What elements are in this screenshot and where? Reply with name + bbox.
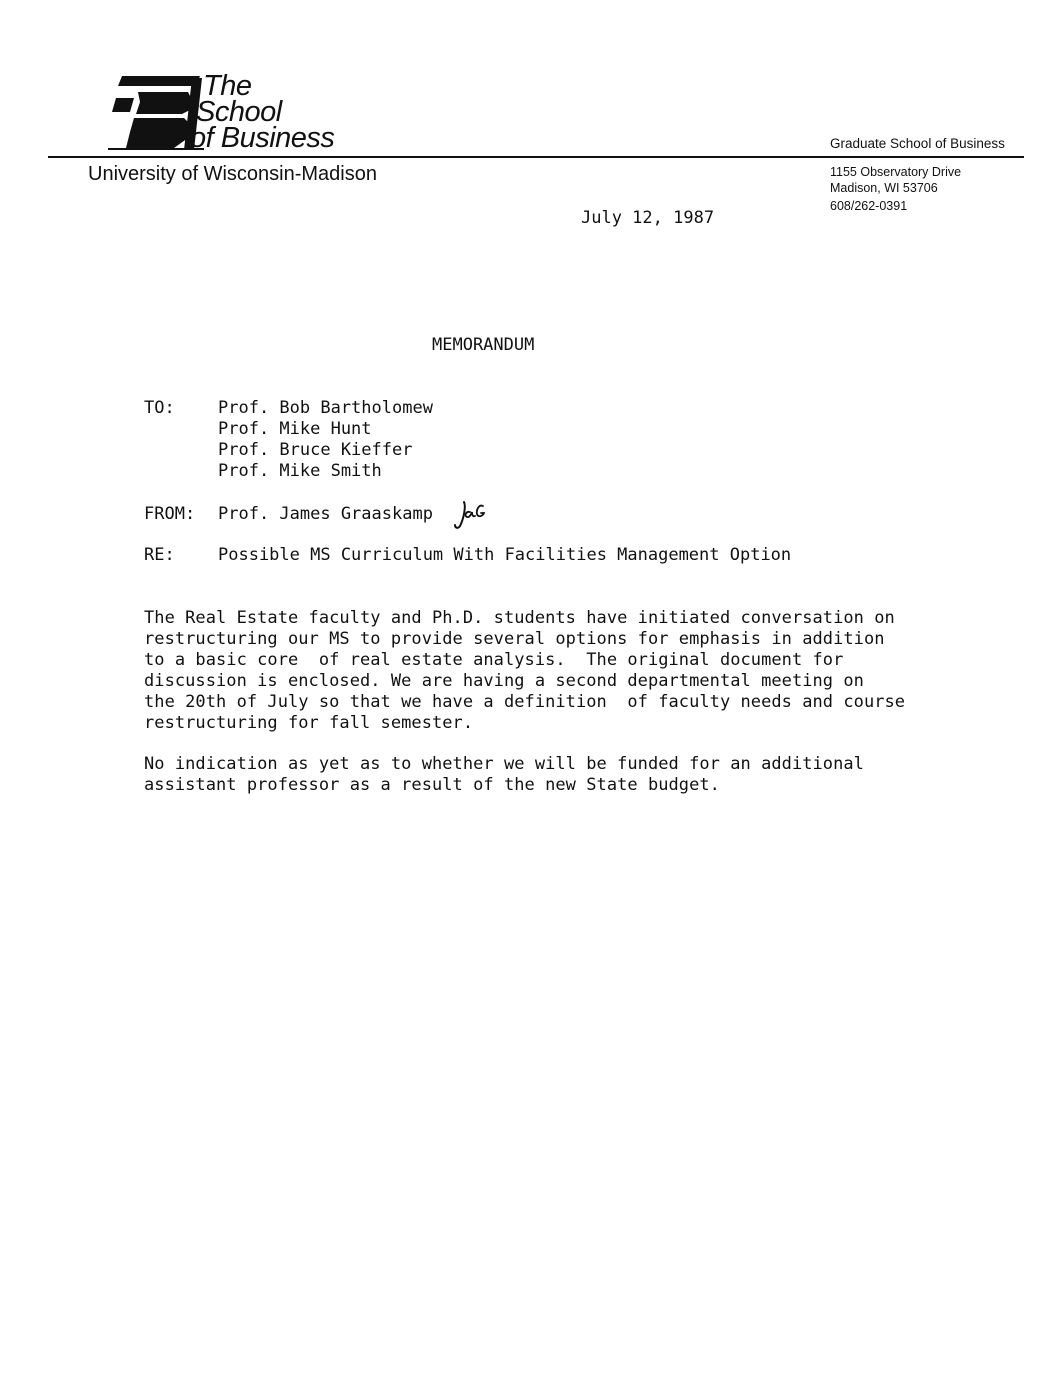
paragraph-1-line: The Real Estate faculty and Ph.D. students have initiated conversation on xyxy=(144,608,895,628)
logo-text-the: The xyxy=(203,70,252,102)
paragraph-2-line: assistant professor as a result of the new State budget. xyxy=(144,775,720,795)
re-label: RE: xyxy=(144,545,175,565)
paragraph-1-line: to a basic core of real estate analysis. The original document for xyxy=(144,650,844,670)
paragraph-1-line: discussion is enclosed. We are having a second departmental meeting on xyxy=(144,671,864,691)
paragraph-1-line: restructuring for fall semester. xyxy=(144,713,474,733)
from-label: FROM: xyxy=(144,504,196,524)
logo-text-of-business: of Business xyxy=(190,122,335,154)
sender: Prof. James Graaskamp xyxy=(218,504,433,524)
address-city: Madison, WI 53706 xyxy=(830,181,938,195)
subject-line: Possible MS Curriculum With Facilities Management Option xyxy=(218,545,792,565)
memo-date: July 12, 1987 xyxy=(581,208,715,228)
letterhead-rule xyxy=(48,156,1024,158)
paragraph-2-line: No indication as yet as to whether we will be funded for an additional xyxy=(144,754,864,774)
recipient: Prof. Mike Smith xyxy=(218,461,382,481)
memo-title: MEMORANDUM xyxy=(432,335,535,355)
paragraph-1-line: the 20th of July so that we have a definition of faculty needs and course xyxy=(144,692,906,712)
phone-number: 608/262-0391 xyxy=(830,199,908,213)
to-label: TO: xyxy=(144,398,175,418)
department-name: Graduate School of Business xyxy=(830,136,1005,151)
recipient: Prof. Mike Hunt xyxy=(218,419,372,439)
handwritten-initials-signature xyxy=(452,496,488,532)
address-street: 1155 Observatory Drive xyxy=(830,165,962,179)
paragraph-1-line: restructuring our MS to provide several options for emphasis in addition xyxy=(144,629,885,649)
recipient: Prof. Bob Bartholomew xyxy=(218,398,433,418)
logo-text-school: School xyxy=(196,96,282,128)
university-name: University of Wisconsin-Madison xyxy=(88,163,377,185)
recipient: Prof. Bruce Kieffer xyxy=(218,440,413,460)
